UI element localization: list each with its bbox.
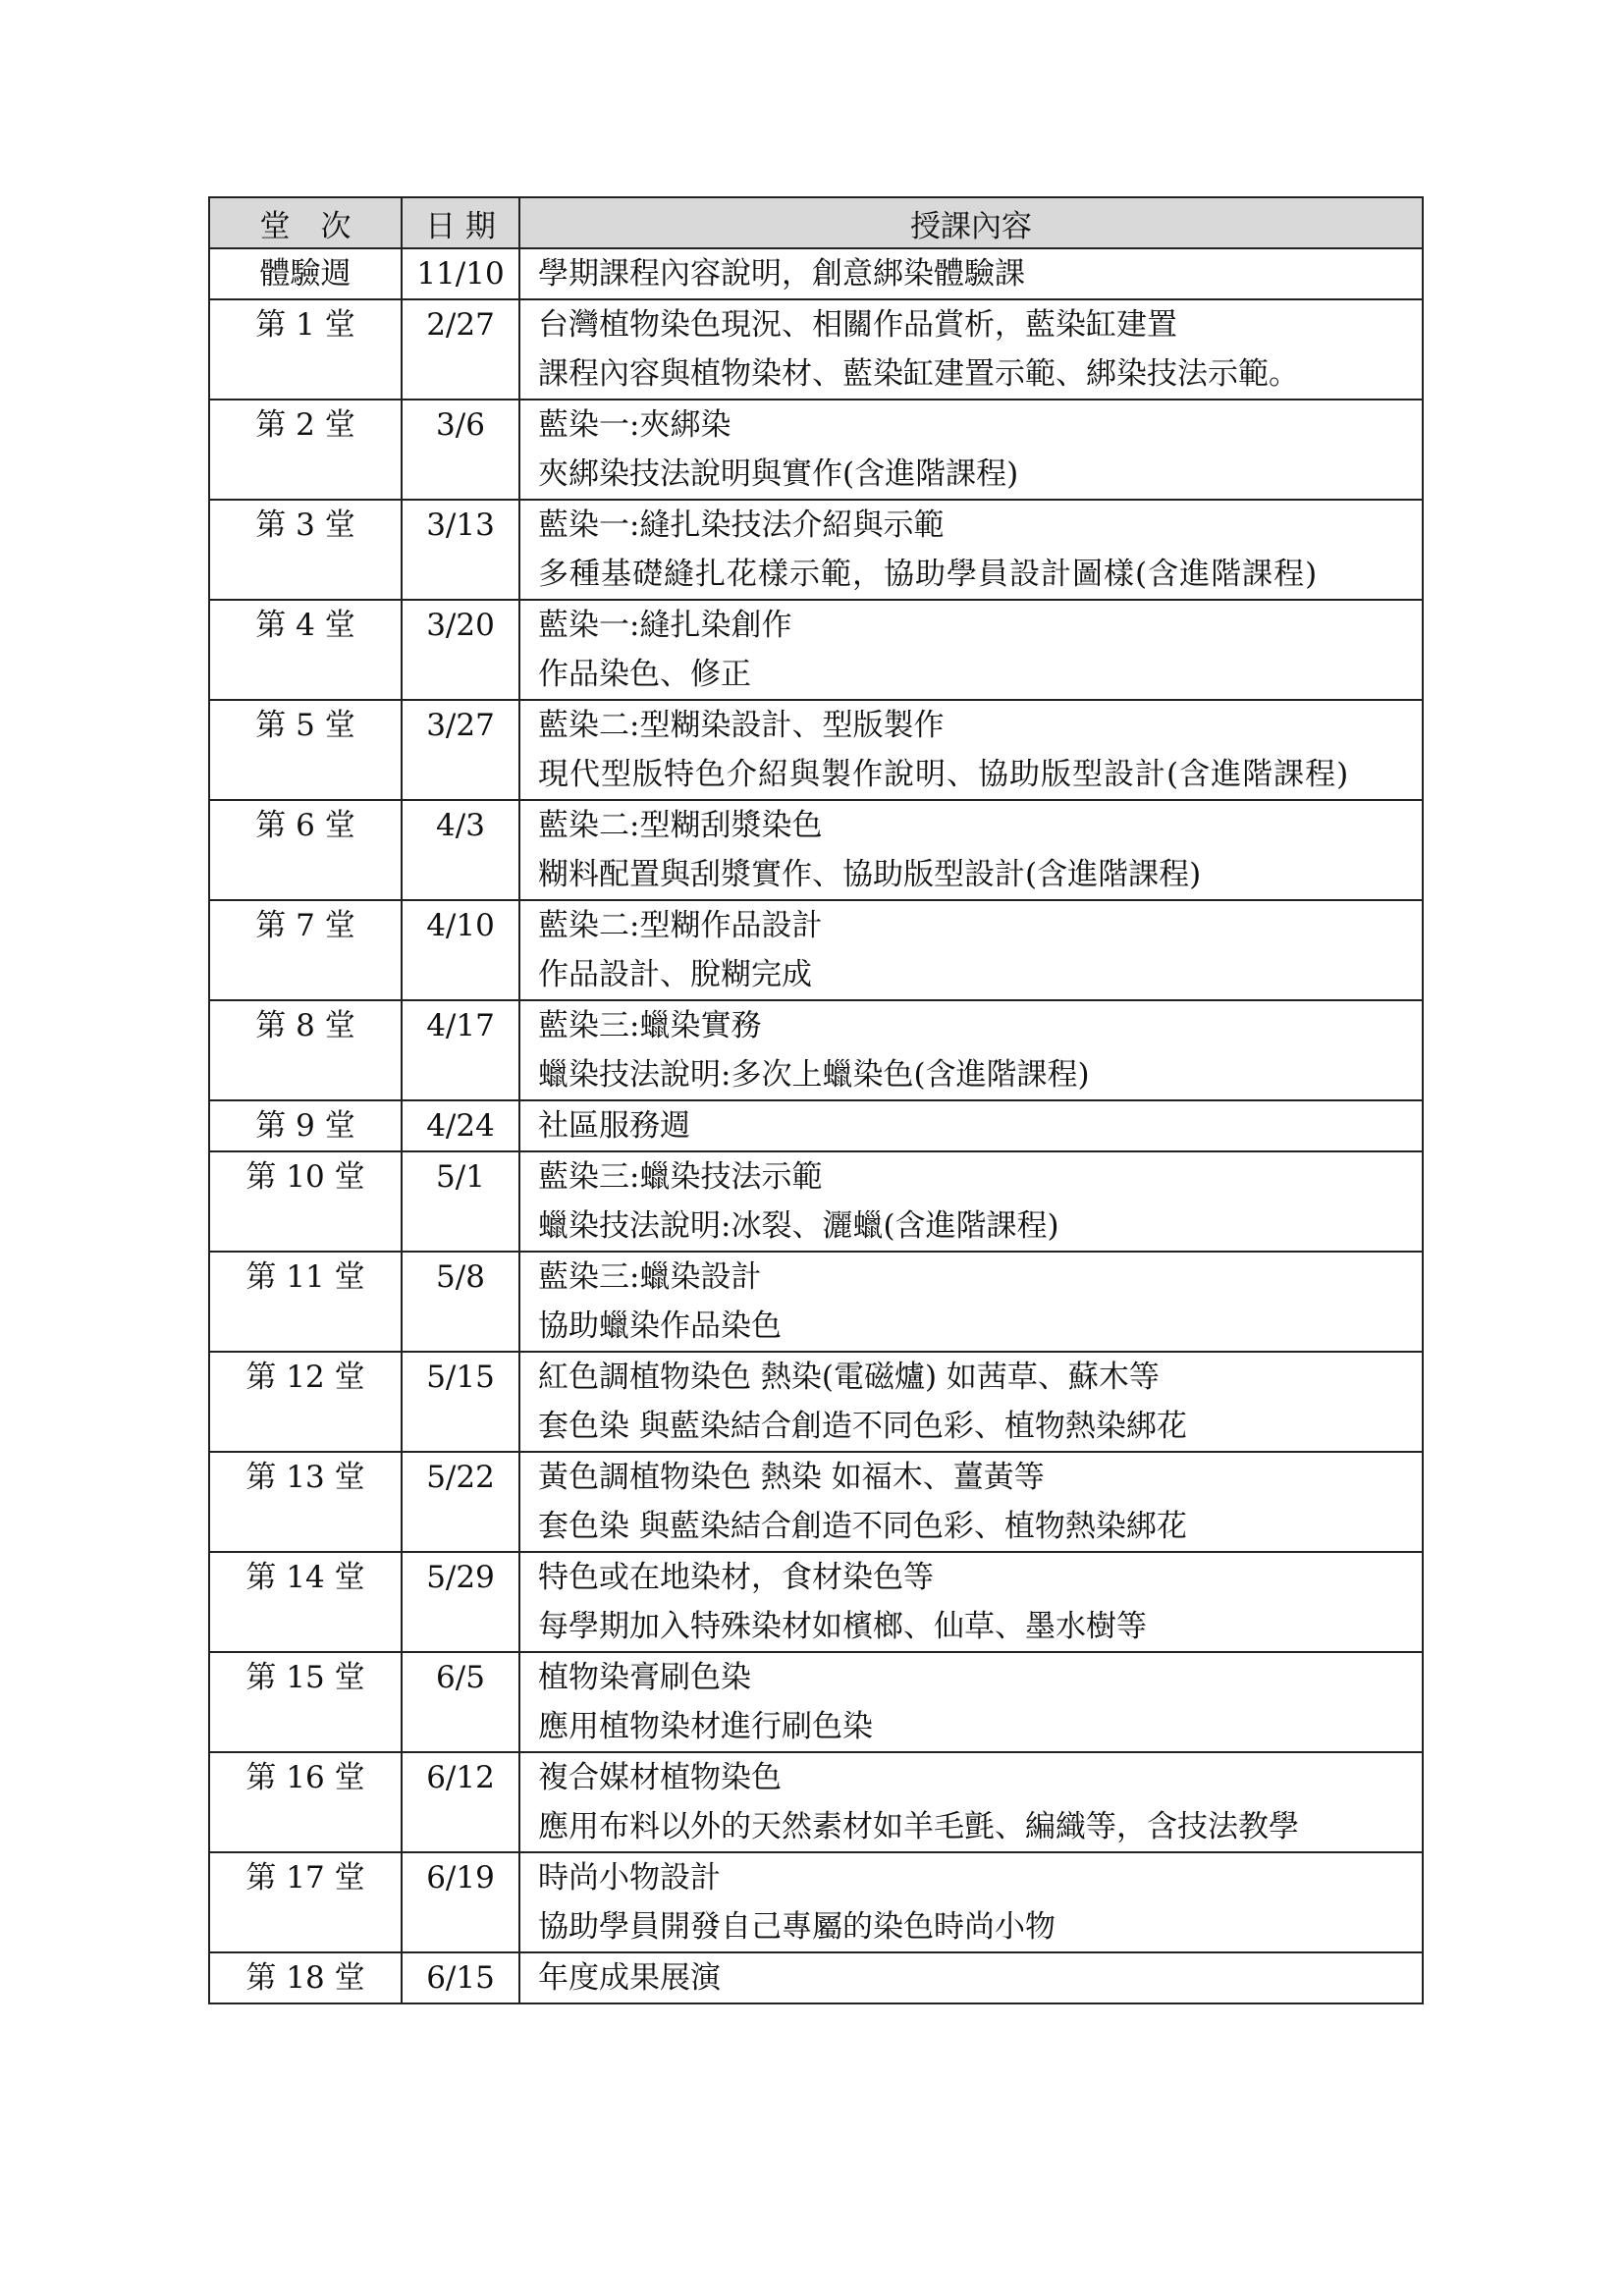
- table-row: [209, 1852, 1423, 1952]
- session-cell: 第 15 堂: [209, 1652, 402, 1752]
- session-cell: 第 11 堂: [209, 1252, 402, 1352]
- content-cell: [519, 1952, 1423, 2003]
- date-cell: 6/5: [402, 1652, 519, 1752]
- schedule-body: [209, 248, 1423, 2003]
- table-row: [209, 1100, 1423, 1151]
- content-line: 特色或在地染材，食材染色等: [538, 1560, 934, 1595]
- content-cell: [519, 800, 1423, 900]
- content-line: 藍染二:型糊作品設計: [538, 908, 823, 943]
- session-cell: 第 6 堂: [209, 800, 402, 900]
- date-cell: 3/6: [402, 400, 519, 500]
- session-cell: 第 9 堂: [209, 1100, 402, 1151]
- content-cell: [519, 1652, 1423, 1752]
- date-cell: 3/13: [402, 500, 519, 600]
- content-cell: [519, 1000, 1423, 1100]
- table-row: [209, 248, 1423, 299]
- date-cell: 5/8: [402, 1252, 519, 1352]
- content-line: 藍染二:型糊染設計、型版製作: [538, 708, 945, 743]
- session-cell: 第 13 堂: [209, 1452, 402, 1552]
- content-cell: [519, 1252, 1423, 1352]
- session-cell: 第 1 堂: [209, 299, 402, 400]
- content-cell: [519, 400, 1423, 500]
- content-line: 複合媒材植物染色: [538, 1760, 782, 1795]
- content-cell: [519, 700, 1423, 800]
- date-cell: 5/22: [402, 1452, 519, 1552]
- content-line: 多種基礎縫扎花樣示範，協助學員設計圖樣(含進階課程): [538, 557, 1319, 592]
- session-cell: 第 2 堂: [209, 400, 402, 500]
- session-cell: 第 18 堂: [209, 1952, 402, 2003]
- content-line: 每學期加入特殊染材如檳榔、仙草、墨水樹等: [538, 1609, 1147, 1644]
- table-row: [209, 1252, 1423, 1352]
- table-row: [209, 900, 1423, 1000]
- header-content: 授課內容: [519, 197, 1423, 248]
- content-line: 課程內容與植物染材、藍染缸建置示範、綁染技法示範。: [538, 356, 1299, 392]
- content-line: 社區服務週: [538, 1108, 690, 1144]
- session-cell: 第 17 堂: [209, 1852, 402, 1952]
- table-row: [209, 1552, 1423, 1652]
- content-line: 套色染 與藍染結合創造不同色彩、植物熱染綁花: [538, 1509, 1187, 1544]
- content-cell: [519, 1552, 1423, 1652]
- date-cell: 6/19: [402, 1852, 519, 1952]
- date-cell: 5/1: [402, 1151, 519, 1252]
- date-cell: 4/24: [402, 1100, 519, 1151]
- content-line: 藍染三:蠟染實務: [538, 1008, 762, 1043]
- table-row: [209, 500, 1423, 600]
- content-line: 學期課程內容說明，創意綁染體驗課: [538, 256, 1025, 292]
- session-cell: 第 12 堂: [209, 1352, 402, 1452]
- content-line: 現代型版特色介紹與製作說明、協助版型設計(含進階課程): [538, 757, 1350, 792]
- session-cell: 第 10 堂: [209, 1151, 402, 1252]
- date-cell: 6/12: [402, 1752, 519, 1852]
- date-cell: 6/15: [402, 1952, 519, 2003]
- content-line: 藍染三:蠟染設計: [538, 1259, 762, 1295]
- session-cell: 第 3 堂: [209, 500, 402, 600]
- header-session: 堂 次: [209, 197, 402, 248]
- content-cell: [519, 1852, 1423, 1952]
- content-cell: [519, 1352, 1423, 1452]
- session-cell: 第 7 堂: [209, 900, 402, 1000]
- content-line: 糊料配置與刮漿實作、協助版型設計(含進階課程): [538, 857, 1202, 892]
- date-cell: 4/10: [402, 900, 519, 1000]
- date-cell: 4/17: [402, 1000, 519, 1100]
- content-line: 時尚小物設計: [538, 1860, 721, 1896]
- content-cell: [519, 1100, 1423, 1151]
- session-cell: 第 8 堂: [209, 1000, 402, 1100]
- session-cell: 第 4 堂: [209, 600, 402, 700]
- content-line: 協助蠟染作品染色: [538, 1308, 782, 1344]
- content-cell: [519, 1452, 1423, 1552]
- content-cell: [519, 248, 1423, 299]
- course-schedule-table: [208, 196, 1424, 2004]
- content-line: 蠟染技法說明:冰裂、灑蠟(含進階課程): [538, 1208, 1059, 1244]
- content-line: 植物染膏刷色染: [538, 1660, 751, 1695]
- date-cell: 5/15: [402, 1352, 519, 1452]
- session-cell: 第 16 堂: [209, 1752, 402, 1852]
- content-line: 藍染一:縫扎染技法介紹與示範: [538, 507, 945, 543]
- table-row: [209, 1352, 1423, 1452]
- content-line: 協助學員開發自己專屬的染色時尚小物: [538, 1909, 1056, 1945]
- content-cell: [519, 1151, 1423, 1252]
- table-row: [209, 1652, 1423, 1752]
- header-row: [209, 197, 1423, 248]
- table-row: [209, 700, 1423, 800]
- table-row: [209, 800, 1423, 900]
- table-row: [209, 1452, 1423, 1552]
- content-line: 套色染 與藍染結合創造不同色彩、植物熱染綁花: [538, 1409, 1187, 1444]
- session-cell: 第 14 堂: [209, 1552, 402, 1652]
- content-cell: [519, 600, 1423, 700]
- table-row: [209, 299, 1423, 400]
- content-cell: [519, 500, 1423, 600]
- session-cell: 第 5 堂: [209, 700, 402, 800]
- date-cell: 5/29: [402, 1552, 519, 1652]
- table-row: [209, 1000, 1423, 1100]
- content-line: 蠟染技法說明:多次上蠟染色(含進階課程): [538, 1057, 1090, 1093]
- date-cell: 2/27: [402, 299, 519, 400]
- table-row: [209, 1752, 1423, 1852]
- content-line: 年度成果展演: [538, 1960, 721, 1996]
- content-line: 夾綁染技法說明與實作(含進階課程): [538, 456, 1019, 492]
- date-cell: 3/20: [402, 600, 519, 700]
- date-cell: 4/3: [402, 800, 519, 900]
- content-line: 作品設計、脫糊完成: [538, 957, 812, 992]
- table-row: [209, 400, 1423, 500]
- session-cell: 體驗週: [209, 248, 402, 299]
- content-cell: [519, 1752, 1423, 1852]
- content-line: 紅色調植物染色 熱染(電磁爐) 如茜草、蘇木等: [538, 1360, 1160, 1395]
- table-row: [209, 600, 1423, 700]
- content-line: 作品染色、修正: [538, 657, 751, 692]
- date-cell: 3/27: [402, 700, 519, 800]
- content-line: 藍染二:型糊刮漿染色: [538, 808, 823, 843]
- date-cell: 11/10: [402, 248, 519, 299]
- content-line: 應用植物染材進行刷色染: [538, 1709, 873, 1744]
- content-line: 藍染三:蠟染技法示範: [538, 1159, 823, 1195]
- content-line: 藍染一:夾綁染: [538, 407, 731, 443]
- content-cell: [519, 900, 1423, 1000]
- table-row: [209, 1151, 1423, 1252]
- content-line: 藍染一:縫扎染創作: [538, 608, 792, 643]
- content-line: 台灣植物染色現況、相關作品賞析，藍染缸建置: [538, 307, 1177, 343]
- header-date: 日 期: [402, 197, 519, 248]
- content-cell: [519, 299, 1423, 400]
- table-row: [209, 1952, 1423, 2003]
- content-line: 黃色調植物染色 熱染 如福木、薑黃等: [538, 1460, 1045, 1495]
- content-line: 應用布料以外的天然素材如羊毛氈、編織等，含技法教學: [538, 1809, 1299, 1844]
